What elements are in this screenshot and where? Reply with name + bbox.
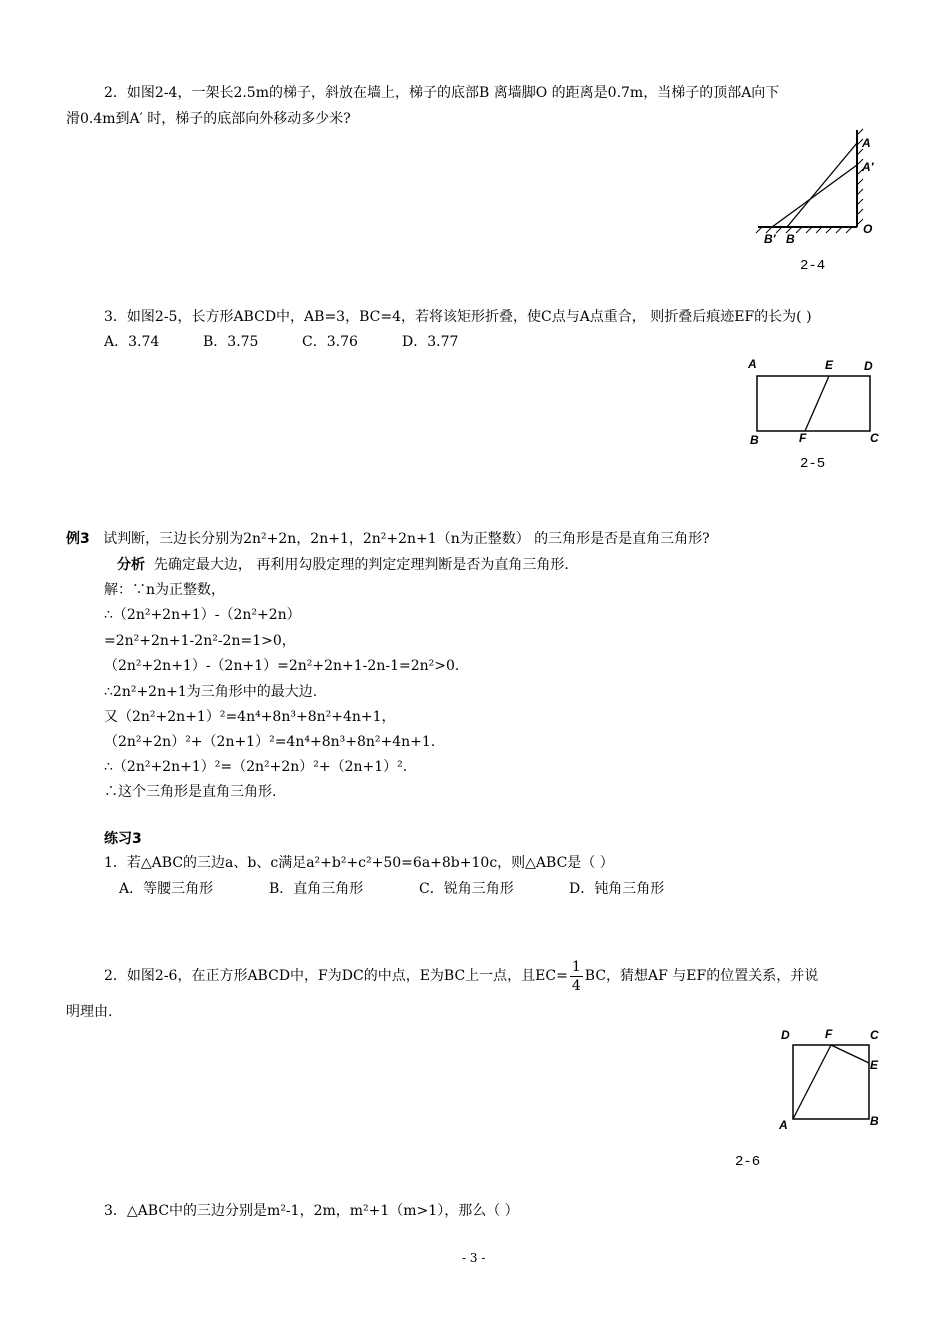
solution-line-5: ∴2n²+2n+1为三角形中的最大边. (104, 684, 318, 700)
practice3-q3: 3．△ABC中的三边分别是m²-1，2m，m²+1（m>1），那么（ ） (104, 1203, 519, 1219)
fig25-label-D: D (864, 359, 873, 373)
fig25-label-A: A (748, 357, 757, 371)
practice3-q1: 1．若△ABC的三边a、b、c满足a²+b²+c²+50=6a+8b+10c，则△ABC是（ ） (104, 855, 614, 871)
solution-line-9: ∴这个三角形是直角三角形. (104, 784, 277, 800)
example3-label: 例3 (66, 531, 90, 547)
fig26-label-E: E (870, 1058, 879, 1072)
figure-2-4-ladder (750, 125, 880, 250)
example3-analysis-line (117, 555, 569, 575)
fig25-label-B: B (750, 433, 759, 447)
solution-line-1: 解：∵n为正整数， (104, 582, 226, 598)
fig26-label-A: A (779, 1118, 788, 1132)
practice3-q1-option-c: C．锐角三角形 (419, 881, 514, 897)
example3-question-line (66, 529, 710, 549)
q3-option-c: C．3.76 (302, 334, 358, 350)
figure-2-4-caption: 2-4 (800, 258, 826, 274)
fig24-label-O: O (863, 222, 873, 236)
practice3-q2-text-after: BC，猜想AF 与EF的位置关系，并说 (584, 968, 819, 984)
figure-2-6-caption: 2-6 (735, 1154, 761, 1170)
solution-line-7: （2n²+2n）²+（2n+1）²=4n⁴+8n³+8n²+4n+1. (104, 734, 436, 750)
q3-option-a: A．3.74 (104, 334, 160, 350)
solution-line-6: 又（2n²+2n+1）²=4n⁴+8n³+8n²+4n+1， (104, 709, 396, 725)
example3-analysis: 先确定最大边， 再利用勾股定理的判定定理判断是否为直角三角形. (153, 557, 569, 573)
solution-line-2: ∴（2n²+2n+1）-（2n²+2n） (104, 607, 301, 623)
fig24-label-B: B (786, 232, 795, 246)
q3-option-d: D．3.77 (402, 334, 459, 350)
fig24-label-A-prime: A′ (862, 160, 874, 174)
q3-line1: 3．如图2-5，长方形ABCD中，AB=3，BC=4，若将该矩形折叠，使C点与A点重合， 则折叠后痕迹EF的长为( ) (104, 309, 812, 325)
q3-option-b: B．3.75 (203, 334, 259, 350)
fraction-one-quarter (570, 958, 583, 995)
fraction-denominator: 4 (571, 977, 581, 994)
figure-2-5-caption: 2-5 (800, 456, 826, 472)
practice3-q2-line1 (104, 956, 818, 996)
fig25-label-E: E (825, 358, 834, 372)
figure-2-5-rectangle (740, 352, 890, 447)
q2-line2: 滑0.4m到A′ 时，梯子的底部向外移动多少米? (66, 111, 351, 127)
practice3-title: 练习3 (104, 831, 142, 847)
solution-line-3: =2n²+2n+1-2n²-2n=1>0， (104, 633, 296, 649)
practice3-q2-line2: 明理由. (66, 1004, 113, 1020)
fig25-label-C: C (870, 431, 879, 445)
practice3-q1-option-a: A．等腰三角形 (119, 881, 214, 897)
practice3-q1-option-d: D．钝角三角形 (569, 881, 665, 897)
page-number: - 3 - (462, 1251, 486, 1265)
practice3-q1-option-b: B．直角三角形 (269, 881, 364, 897)
fig26-label-C: C (870, 1028, 879, 1042)
q2-line1: 2．如图2-4，一架长2.5m的梯子，斜放在墙上，梯子的底部B 离墙脚O 的距离是0.7m，当梯子的顶部A向下 (104, 85, 780, 101)
example3-analysis-label: 分析 (117, 557, 145, 573)
fig24-label-A: A (862, 136, 871, 150)
solution-line-8: ∴（2n²+2n+1）²=（2n²+2n）²+（2n+1）². (104, 759, 408, 775)
figure-2-6-square (770, 1025, 890, 1135)
fig24-label-B-prime: B′ (764, 232, 776, 246)
fig26-label-D: D (781, 1028, 790, 1042)
solution-line-4: （2n²+2n+1）-（2n+1）=2n²+2n+1-2n-1=2n²>0. (104, 658, 460, 674)
fig26-label-F: F (825, 1027, 833, 1041)
fig26-label-B: B (870, 1114, 879, 1128)
fraction-numerator: 1 (571, 958, 581, 975)
example3-question: 试判断，三边长分别为2n²+2n，2n+1，2n²+2n+1（n为正整数） 的三角形是否是直角三角形? (103, 531, 710, 547)
fig25-label-F: F (799, 431, 807, 445)
practice3-q2-text-before: 2．如图2-6，在正方形ABCD中，F为DC的中点，E为BC上一点，且EC= (104, 968, 568, 984)
